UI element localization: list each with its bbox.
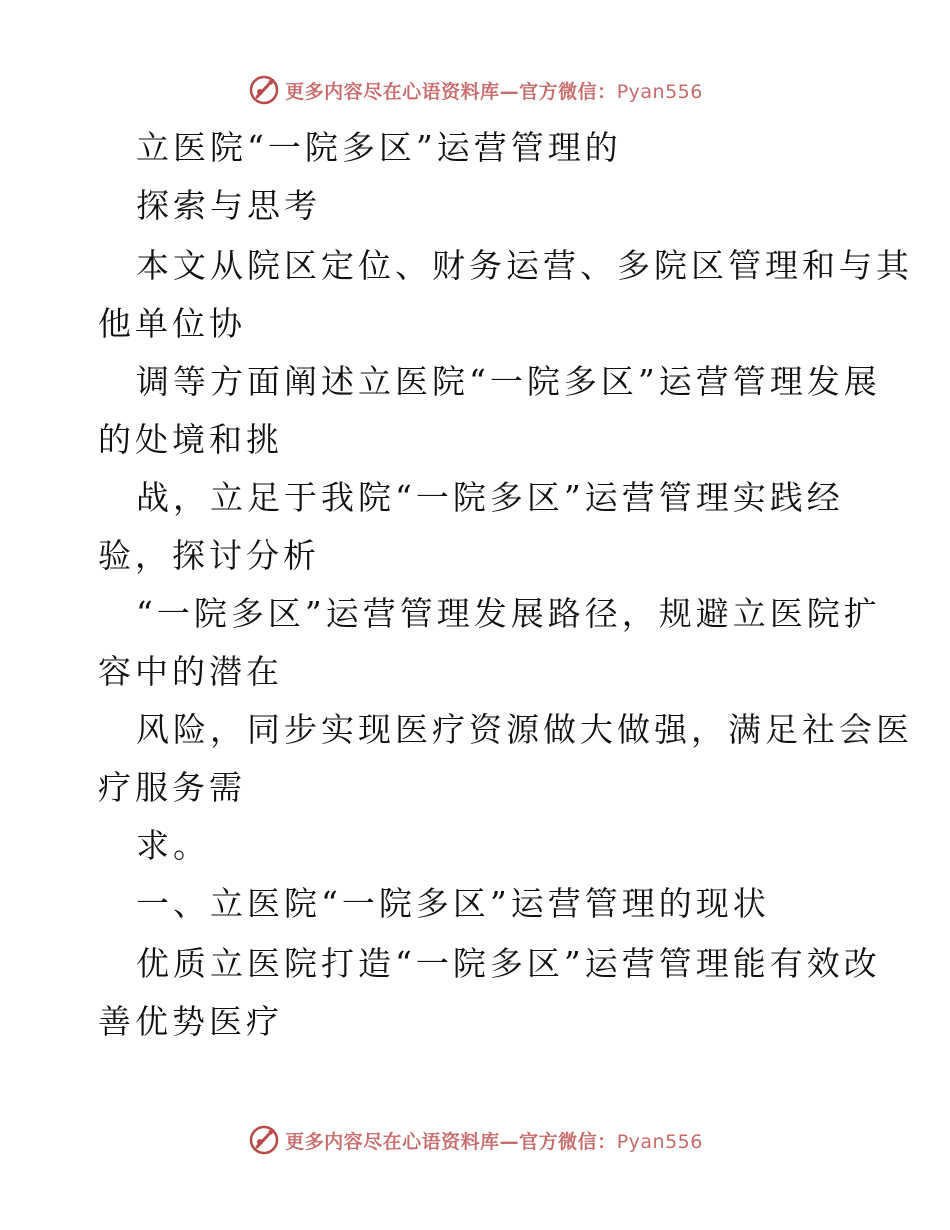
paragraph-line: 本文从院区定位、财务运营、多院区管理和与其 — [136, 246, 913, 285]
section-heading: 一、立医院“一院多区”运营管理的现状 — [136, 884, 770, 923]
paragraph-line: “一院多区”运营管理发展路径，规避立医院扩 — [136, 594, 881, 633]
paragraph-line: 调等方面阐述立医院“一院多区”运营管理发展 — [136, 362, 881, 401]
logo-icon — [247, 73, 281, 107]
paragraph-line: 优质立医院打造“一院多区”运营管理能有效改 — [136, 944, 881, 983]
paragraph-line: 容中的潜在 — [98, 652, 283, 691]
watermark-text: 更多内容尽在心语资料库—官方微信：Pyan556 — [285, 80, 703, 103]
paragraph-line: 求。 — [136, 826, 210, 865]
paragraph-line: 战，立足于我院“一院多区”运营管理实践经 — [136, 478, 844, 517]
paragraph-line: 验，探讨分析 — [98, 536, 320, 575]
paragraph-line: 的处境和挑 — [98, 420, 283, 459]
paragraph-line: 他单位协 — [98, 304, 246, 343]
watermark-header — [0, 70, 950, 110]
paragraph-line: 疗服务需 — [98, 768, 246, 807]
watermark-footer — [0, 1120, 950, 1160]
doc-title-line-2: 探索与思考 — [136, 186, 321, 225]
paragraph-line: 风险，同步实现医疗资源做大做强，满足社会医 — [136, 710, 913, 749]
doc-title-line-1: 立医院“一院多区”运营管理的 — [136, 128, 622, 167]
paragraph-line: 善优势医疗 — [98, 1002, 283, 1041]
logo-icon — [247, 1123, 281, 1157]
watermark-text: 更多内容尽在心语资料库—官方微信：Pyan556 — [285, 1130, 703, 1153]
